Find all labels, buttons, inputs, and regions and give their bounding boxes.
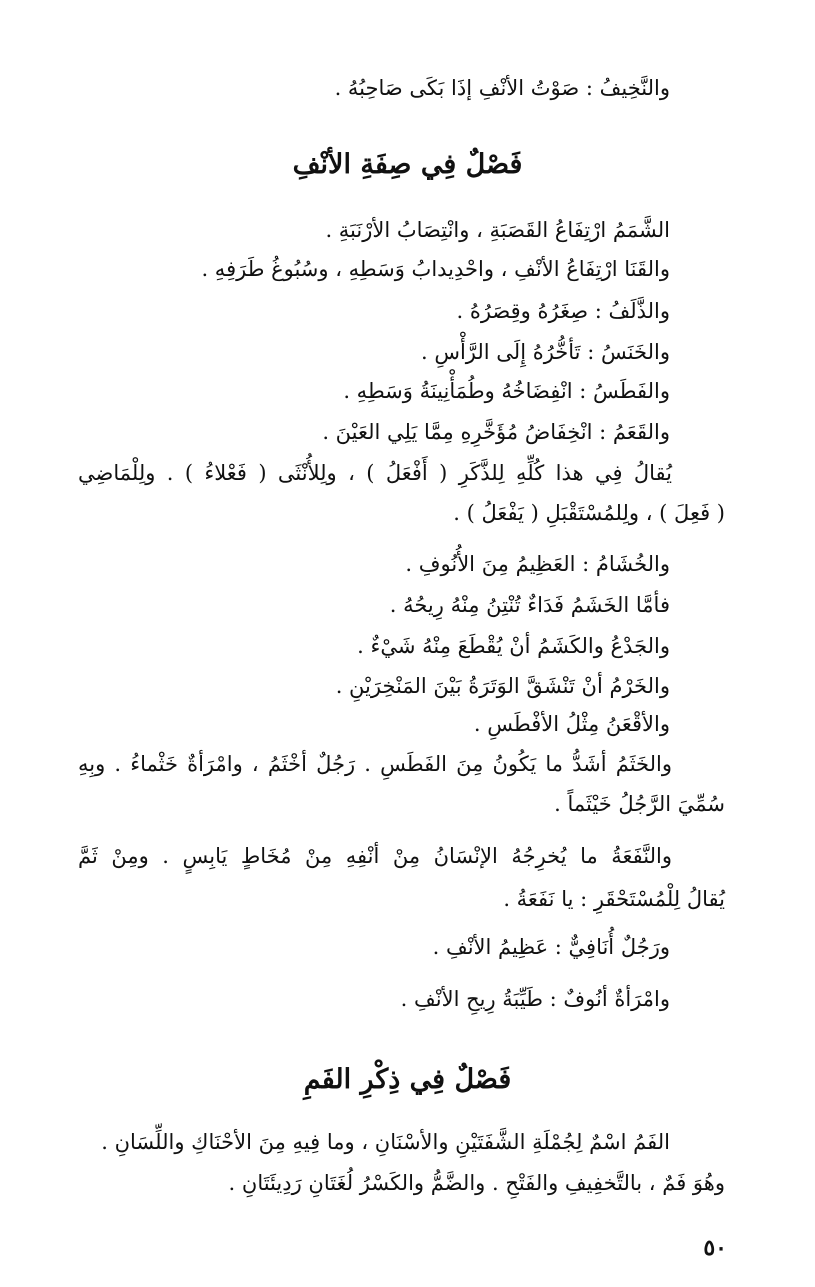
text-line: والقَنَا ارْتِفَاعُ الأنْفِ ، واحْدِيدابُ وَسَطِهِ ، وسُبُوغُ طَرَفِهِ .: [201, 257, 670, 281]
text-line-top: والنَّخِيفُ : صَوْتُ الأنْفِ إذَا بَكَى صَاحِبُهُ .: [334, 76, 670, 100]
text-line: والجَدْعُ والكَشَمُ أنْ يُقْطَعَ مِنْهُ شَيْءٌ .: [357, 634, 670, 658]
text-line: والذَّلَفُ : صِغَرُهُ وقِصَرُهُ .: [456, 299, 670, 323]
text-line: الفَمُ اسْمٌ لِجُمْلَةِ الشَّفَتَيْنِ والأسْنَانِ ، وما فِيهِ مِنَ الأحْنَاكِ واللِّسَانِ .: [101, 1130, 670, 1154]
text-line-justified: والنَّفَعَةُ ما يُخرِجُهُ الإنْسَانُ مِنْ أنْفِهِ مِنْ مُخَاطٍ يَابِسٍ . ومِنْ ثَمَّ: [78, 844, 672, 868]
text-line: الشَّمَمُ ارْتِفَاعُ القَصَبَةِ ، وانْتِصَابُ الأرْنَبَةِ .: [325, 218, 670, 242]
text-line: والخُشَامُ : العَظِيمُ مِنَ الأُنُوفِ .: [405, 552, 670, 576]
page-number: ٥٠: [703, 1235, 727, 1261]
section-heading-nose: فَصْلٌ فِي صِفَةِ الأنْفِ: [292, 149, 523, 180]
text-line-justified: يُقالُ فِي هذا كُلِّهِ لِلذَّكَرِ ( أَفْعَلُ ) ، ولِلأُنْثَى ( فَعْلاءُ ) . ولِلْمَاضِي: [78, 461, 672, 485]
text-line-justified: والخَثَمُ أشَدُّ ما يَكُونُ مِنَ الفَطَسِ . رَجُلٌ أخْثَمُ ، وامْرَأةٌ خَثْماءُ . وبِهِ: [78, 752, 672, 776]
text-line: وامْرَأةٌ أنُوفٌ : طَيِّبَةُ رِيحِ الأنْفِ .: [400, 987, 670, 1011]
section-heading-mouth: فَصْلٌ فِي ذِكْرِ الفَمِ: [303, 1064, 512, 1095]
text-line-continued: ( فَعِلَ ) ، ولِلمُسْتَقْبَلِ ( يَفْعَلُ ) .: [453, 501, 725, 525]
text-line: والخَرْمُ أنْ تَنْشَقَّ الوَتَرَةُ بَيْنَ المَنْخِرَيْنِ .: [335, 674, 670, 698]
text-line: ورَجُلٌ أُنَافِيٌّ : عَظِيمُ الأنْفِ .: [432, 935, 670, 959]
text-line: والقَعَمُ : انْخِفَاضُ مُؤَخَّرِهِ مِمَّا يَلِي العَيْنَ .: [322, 420, 670, 444]
text-line: والأقْعَنُ مِثْلُ الأفْطَسِ .: [473, 712, 670, 736]
text-line: والخَنَسُ : تَأخُّرُهُ إِلَى الرَّأْسِ .: [420, 340, 670, 364]
text-line: وهُوَ فَمٌ ، بالتَّخفِيفِ والفَتْحِ . والضَّمُّ والكَسْرُ لُغَتَانِ رَدِيئَتَانِ .: [228, 1171, 725, 1195]
text-line-continued: يُقالُ لِلْمُسْتَحْقَرِ : يا نَفَعَةُ .: [503, 887, 725, 911]
text-line: والفَطَسُ : انْفِضَاخُهُ وطُمَأْنِينَةُ وَسَطِهِ .: [343, 379, 670, 403]
text-line: فأمَّا الخَشَمُ فَدَاءٌ تُنْتِنُ مِنْهُ رِيحُهُ .: [389, 593, 670, 617]
text-line-continued: سُمِّيَ الرَّجُلُ خَيْثَماً .: [554, 792, 725, 816]
